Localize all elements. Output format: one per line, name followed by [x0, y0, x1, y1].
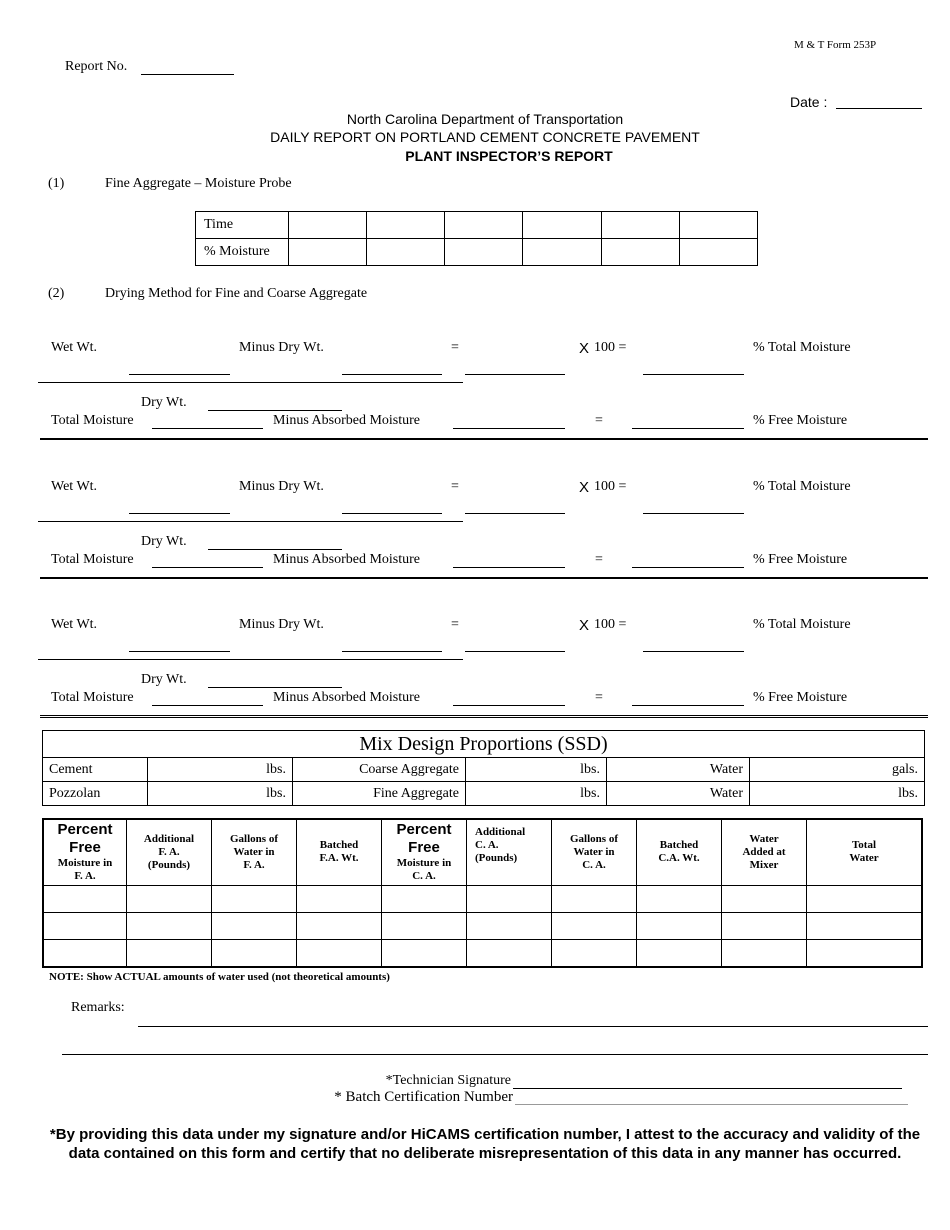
minus-dry-wt-label-3: Minus Dry Wt. — [239, 617, 324, 632]
block-separator-1 — [40, 438, 928, 440]
time-cell-2[interactable] — [367, 212, 445, 239]
dry-wt-field-3[interactable] — [208, 687, 342, 688]
header-total-water: Total Water — [807, 819, 923, 885]
header-additional-fa: Additional F. A. (Pounds) — [127, 819, 212, 885]
water-lbs-value[interactable]: lbs. — [750, 782, 925, 806]
report-subtitle: PLANT INSPECTOR’S REPORT — [405, 148, 613, 164]
x100-label-3: 100 = — [594, 617, 627, 632]
table-row — [43, 758, 924, 782]
water-gals-value[interactable]: gals. — [750, 758, 925, 782]
difference-field-3[interactable] — [465, 651, 565, 652]
date-field[interactable] — [836, 108, 922, 109]
time-cell-4[interactable] — [523, 212, 601, 239]
moisture-cell-1[interactable] — [289, 239, 367, 266]
free-moisture-result-field-1[interactable] — [632, 428, 744, 429]
fraction-bar-3 — [38, 659, 463, 660]
time-cell-1[interactable] — [289, 212, 367, 239]
table-row — [196, 239, 758, 266]
moisture-cell-5[interactable] — [601, 239, 679, 266]
row-label-time: Time — [196, 212, 289, 239]
wet-wt-label-3: Wet Wt. — [51, 617, 98, 632]
pct-free-moisture-label-2: % Free Moisture — [753, 552, 848, 567]
time-cell-3[interactable] — [445, 212, 523, 239]
total-moisture-field-3[interactable] — [152, 705, 263, 706]
total-moisture-label-1: Total Moisture — [51, 413, 134, 428]
minus-dry-wt-label-1: Minus Dry Wt. — [239, 340, 324, 355]
multiply-sign-1: X — [579, 340, 590, 357]
report-no-field[interactable] — [141, 74, 234, 75]
equals-sign-1: = — [451, 340, 459, 355]
time-cell-5[interactable] — [601, 212, 679, 239]
pct-free-moisture-label-3: % Free Moisture — [753, 690, 848, 705]
header-gallons-fa: Gallons of Water in F. A. — [212, 819, 297, 885]
remarks-line-2[interactable] — [62, 1054, 928, 1055]
wet-wt-field-1[interactable] — [129, 374, 230, 375]
section2-title: Drying Method for Fine and Coarse Aggregate — [105, 286, 368, 301]
dry-wt-field-1[interactable] — [208, 410, 342, 411]
equals-sign-2: = — [595, 552, 603, 567]
x100-label-2: 100 = — [594, 479, 627, 494]
moisture-probe-table — [195, 211, 758, 266]
table-row — [43, 782, 924, 806]
fraction-bar-1 — [38, 382, 463, 383]
report-no-label: Report No. — [65, 59, 128, 74]
pozzolan-value[interactable]: lbs. — [148, 782, 293, 806]
multiply-sign-3: X — [579, 617, 590, 634]
free-moisture-result-field-3[interactable] — [632, 705, 744, 706]
equals-sign-2: = — [451, 479, 459, 494]
pozzolan-label: Pozzolan — [43, 782, 148, 806]
cement-label: Cement — [49, 761, 93, 777]
total-moisture-label-3: Total Moisture — [51, 690, 134, 705]
x100-label-1: 100 = — [594, 340, 627, 355]
agency-name: North Carolina Department of Transportation — [346, 111, 624, 127]
section1-title: Fine Aggregate – Moisture Probe — [105, 176, 292, 191]
dry-wt-label-2: Dry Wt. — [141, 534, 187, 549]
multiply-sign-2: X — [579, 479, 590, 496]
moisture-cell-6[interactable] — [679, 239, 757, 266]
table-header-row — [43, 819, 922, 885]
absorbed-moisture-field-3[interactable] — [453, 705, 565, 706]
remarks-line-1[interactable] — [138, 1026, 928, 1027]
minus-absorbed-label-1: Minus Absorbed Moisture — [273, 413, 420, 428]
date-label: Date : — [790, 94, 828, 110]
table-row — [43, 939, 922, 967]
fine-agg-value[interactable]: lbs. — [466, 782, 607, 806]
section1-number: (1) — [48, 176, 65, 191]
coarse-agg-value[interactable]: lbs. — [466, 758, 607, 782]
moisture-cell-4[interactable] — [523, 239, 601, 266]
form-number: M & T Form 253P — [794, 39, 877, 51]
minus-dry-wt-field-2[interactable] — [342, 513, 442, 514]
batch-water-table — [42, 818, 923, 968]
coarse-agg-label: Coarse Aggregate — [293, 758, 466, 782]
section2-number: (2) — [48, 286, 65, 301]
dry-wt-label-3: Dry Wt. — [141, 672, 187, 687]
equals-sign-3: = — [595, 690, 603, 705]
time-cell-6[interactable] — [679, 212, 757, 239]
minus-dry-wt-field-1[interactable] — [342, 374, 442, 375]
note-text: NOTE: Show ACTUAL amounts of water used (not theoretical amounts) — [49, 971, 390, 983]
fine-agg-label: Fine Aggregate — [293, 782, 466, 806]
report-title: DAILY REPORT ON PORTLAND CEMENT CONCRETE PAVEMENT — [270, 129, 700, 145]
header-water-added: Water Added at Mixer — [722, 819, 807, 885]
minus-dry-wt-label-2: Minus Dry Wt. — [239, 479, 324, 494]
remarks-label: Remarks: — [71, 1000, 125, 1015]
wet-wt-field-3[interactable] — [129, 651, 230, 652]
fraction-bar-2 — [38, 521, 463, 522]
pct-total-moisture-label-2: % Total Moisture — [753, 479, 851, 494]
pct-total-moisture-label-1: % Total Moisture — [753, 340, 851, 355]
pct-free-moisture-label-1: % Free Moisture — [753, 413, 848, 428]
block-separator-3 — [40, 715, 928, 718]
header-batched-fa: Batched F.A. Wt. — [297, 819, 382, 885]
moisture-cell-2[interactable] — [367, 239, 445, 266]
table-row — [43, 912, 922, 939]
equals-sign-3: = — [451, 617, 459, 632]
batch-cert-label: * Batch Certification Number — [334, 1089, 513, 1105]
total-moisture-label-2: Total Moisture — [51, 552, 134, 567]
header-gallons-ca: Gallons of Water in C. A. — [552, 819, 637, 885]
moisture-cell-3[interactable] — [445, 239, 523, 266]
pct-total-moisture-label-3: % Total Moisture — [753, 617, 851, 632]
water-label-gals: Water — [607, 758, 750, 782]
mix-design-title: Mix Design Proportions (SSD) — [43, 731, 924, 758]
header-percent-free-ca: Percent Free Moisture in C. A. — [382, 819, 467, 885]
total-moisture-result-field-2[interactable] — [643, 513, 744, 514]
wet-wt-label-2: Wet Wt. — [51, 479, 98, 494]
table-row — [43, 885, 922, 912]
total-moisture-field-1[interactable] — [152, 428, 263, 429]
free-moisture-result-field-2[interactable] — [632, 567, 744, 568]
technician-signature-field[interactable] — [513, 1088, 902, 1089]
total-moisture-field-2[interactable] — [152, 567, 263, 568]
dry-wt-label-1: Dry Wt. — [141, 395, 187, 410]
row-label-moisture: % Moisture — [196, 239, 289, 266]
header-percent-free-fa: Percent Free Moisture in F. A. — [43, 819, 127, 885]
minus-absorbed-label-2: Minus Absorbed Moisture — [273, 552, 420, 567]
block-separator-2 — [40, 577, 928, 579]
difference-field-1[interactable] — [465, 374, 565, 375]
equals-sign-1: = — [595, 413, 603, 428]
minus-dry-wt-field-3[interactable] — [342, 651, 442, 652]
minus-absorbed-label-3: Minus Absorbed Moisture — [273, 690, 420, 705]
mix-design-table — [42, 730, 925, 806]
water-label-lbs: Water — [607, 782, 750, 806]
attestation-statement: *By providing this data under my signature and/or HiCAMS certification number, I attest to the accuracy and validity of the data contained on this form and certify that no deliberate misrepresentation of this data in any manner has occurred. — [49, 1126, 921, 1162]
technician-signature-label: *Technician Signature — [385, 1073, 511, 1088]
total-moisture-result-field-1[interactable] — [643, 374, 744, 375]
dry-wt-field-2[interactable] — [208, 549, 342, 550]
difference-field-2[interactable] — [465, 513, 565, 514]
header-batched-ca: Batched C.A. Wt. — [637, 819, 722, 885]
table-row — [196, 212, 758, 239]
cement-value[interactable]: lbs. — [148, 758, 293, 782]
wet-wt-label-1: Wet Wt. — [51, 340, 98, 355]
wet-wt-field-2[interactable] — [129, 513, 230, 514]
absorbed-moisture-field-1[interactable] — [453, 428, 565, 429]
header-additional-ca: Additional C. A. (Pounds) — [467, 819, 552, 885]
batch-cert-field[interactable] — [515, 1104, 908, 1105]
total-moisture-result-field-3[interactable] — [643, 651, 744, 652]
absorbed-moisture-field-2[interactable] — [453, 567, 565, 568]
